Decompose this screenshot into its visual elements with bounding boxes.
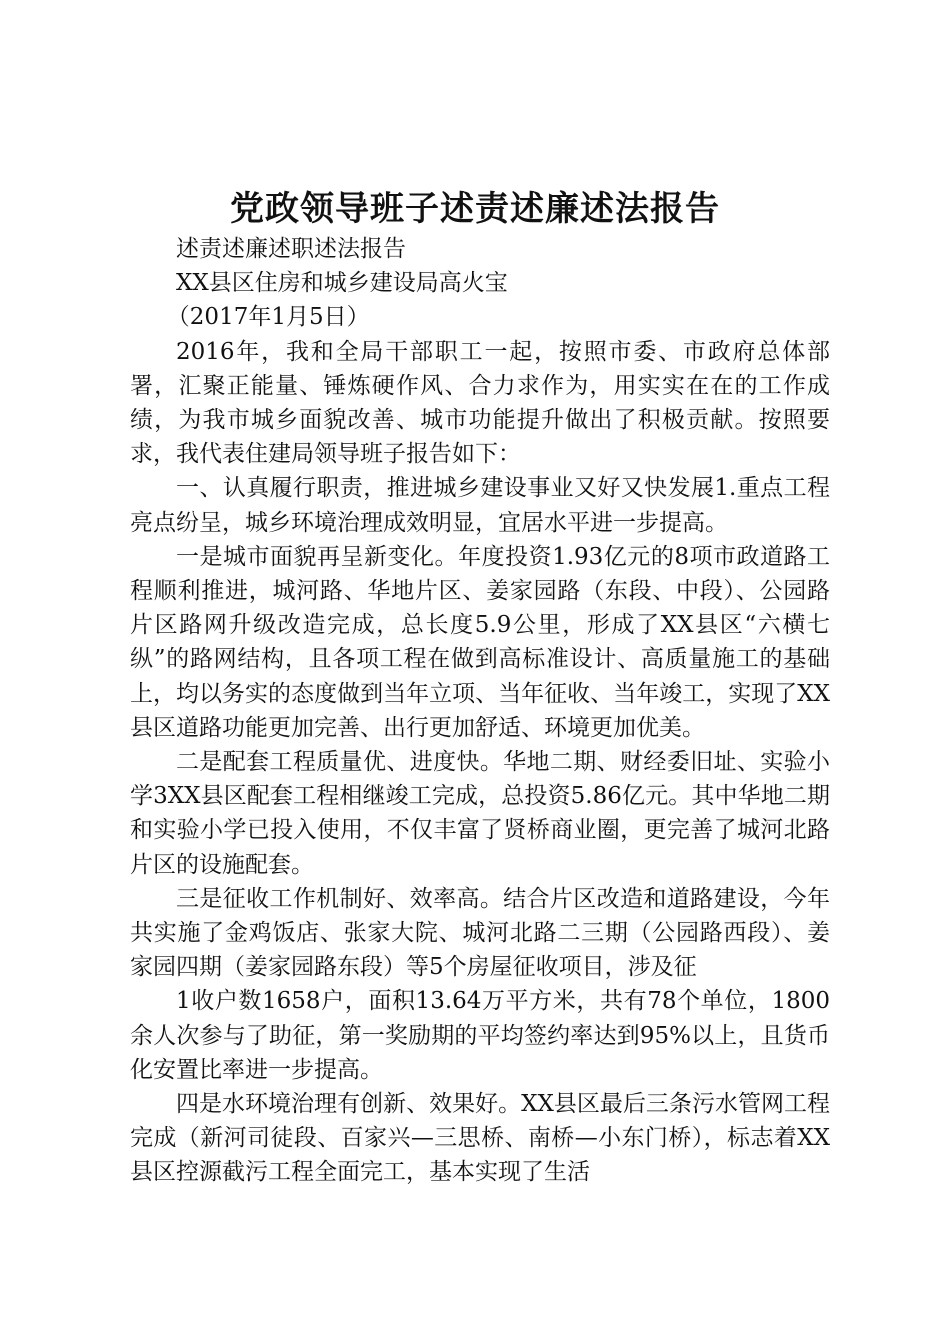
report-author: XX县区住房和城乡建设局高火宝	[176, 270, 508, 297]
paragraph-item-one: 一是城市面貌再呈新变化。年度投资1.93亿元的8项市政道路工程顺利推进，城河路、华地片区、姜家园路（东段、中段）、公园路片区路网升级改造完成，总长度5.9公里，形成了XX县区“六横七纵”的路网结构，且各项工程在做到高标准设计、高质量施工的基础上，均以务实的态度做到当年立项、当年征收、当年竣工，实现了XX县区道路功能更加完善、出行更加舒适、环境更加优美。	[130, 543, 830, 741]
report-date: （2017年1月5日）	[166, 304, 370, 331]
paragraph-item-two: 二是配套工程质量优、进度快。华地二期、财经委旧址、实验小学3XX县区配套工程相继竣工完成，总投资5.86亿元。其中华地二期和实验小学已投入使用，不仅丰富了贤桥商业圈，更完善了城河北路片区的设施配套。	[130, 749, 830, 878]
paragraph-item-three: 三是征收工作机制好、效率高。结合片区改造和道路建设，今年共实施了金鸡饭店、张家大院、城河北路二三期（公园路西段）、姜家园四期（姜家园路东段）等5个房屋征收项目，涉及征	[130, 885, 830, 981]
paragraph-intro: 2016年，我和全局干部职工一起，按照市委、市政府总体部署，汇聚正能量、锤炼硬作风、合力求作为，用实实在在的工作成绩，为我市城乡面貌改善、城市功能提升做出了积极贡献。按照要求，我代表住建局领导班子报告如下：	[130, 338, 830, 468]
paragraph-item-four: 四是水环境治理有创新、效果好。XX县区最后三条污水管网工程完成（新河司徒段、百家兴—三思桥、南桥—小东门桥），标志着XX县区控源截污工程全面完工，基本实现了生活	[130, 1091, 830, 1186]
paragraph-section-one: 一、认真履行职责，推进城乡建设事业又好又快发展1.重点工程亮点纷呈，城乡环境治理成效明显，宜居水平进一步提高。	[130, 475, 830, 536]
report-subtitle: 述责述廉述职述法报告	[176, 236, 406, 262]
document-body	[130, 232, 830, 1190]
paragraph-item-three-continued: 1收户数1658户，面积13.64万平方米，共有78个单位，1800余人次参与了助征，第一奖励期的平均签约率达到95%以上，且货币化安置比率进一步提高。	[130, 988, 830, 1083]
document-title: 党政领导班子述责述廉述法报告	[230, 189, 720, 229]
